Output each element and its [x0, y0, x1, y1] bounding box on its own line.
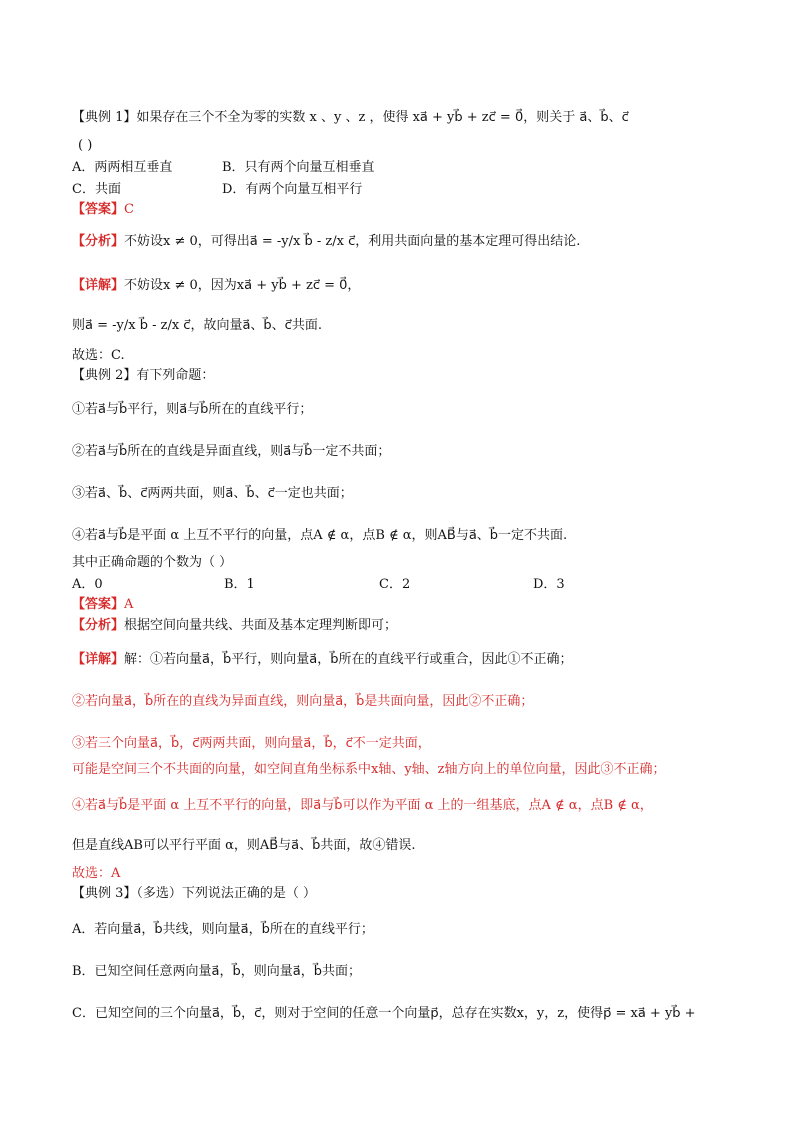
answer-value: A	[124, 597, 134, 612]
example2-analysis	[72, 618, 397, 634]
example2-detail-3: ③若三个向量a⃗，b⃗，c⃗两两共面，则向量a⃗，b⃗，c⃗不一定共面，	[72, 736, 431, 751]
example2-title: 【典例 2】有下列命题：	[72, 368, 215, 383]
example2-choose: 故选：A	[72, 866, 121, 881]
example3-option-b: B．已知空间任意两向量a⃗，b⃗，则向量a⃗，b⃗共面；	[72, 964, 361, 979]
example1-option-c: C．共面	[72, 182, 121, 197]
analysis-label: 【分析】	[72, 618, 125, 633]
example2-option-c: C．2	[379, 577, 411, 592]
example2-detail-3b: 可能是空间三个不共面的向量，如空间直角坐标系中x轴、y轴、z轴方向上的单位向量，因此③不正确；	[72, 762, 666, 777]
example1-detail-2: 则a⃗ = -y/x b⃗ - z/x c⃗，故向量a⃗、b⃗、c⃗共面.	[72, 318, 322, 333]
detail-label: 【详解】	[72, 652, 125, 667]
example3-option-c: C．已知空间的三个向量a⃗，b⃗，c⃗，则对于空间的任意一个向量p⃗，总存在实数x，y，z，使得p⃗ = xa⃗ + yb⃗ +	[72, 1006, 696, 1021]
example2-prop-4: ④若a⃗与b⃗是平面 α 上互不平行的向量，点A ∉ α，点B ∉ α，则AB⃗与a⃗、b⃗一定不共面.	[72, 528, 568, 543]
example1-answer	[72, 202, 134, 218]
example2-prop-2: ②若a⃗与b⃗所在的直线是异面直线，则a⃗与b⃗一定不共面；	[72, 444, 391, 459]
example1-title: 【典例 1】如果存在三个不全为零的实数 x 、y 、z ，使得 xa⃗ + yb⃗ + zc⃗ = 0⃗，则关于 a⃗、b⃗、c⃗	[72, 110, 629, 125]
detail-text: 不妨设x ≠ 0，因为xa⃗ + yb⃗ + zc⃗ = 0⃗，	[124, 278, 361, 293]
example2-option-b: B．1	[224, 577, 255, 592]
example2-detail-1	[72, 652, 572, 668]
answer-label: 【答案】	[72, 597, 125, 612]
example1-paren: ( )	[78, 138, 93, 153]
detail-label: 【详解】	[72, 278, 125, 293]
example1-option-a: A．两两相互垂直	[72, 160, 173, 175]
example2-prop-1: ①若a⃗与b⃗平行，则a⃗与b⃗所在的直线平行；	[72, 402, 313, 417]
example2-prop-3: ③若a⃗、b⃗、c⃗两两共面，则a⃗、b⃗、c⃗一定也共面；	[72, 486, 353, 501]
example2-question: 其中正确命题的个数为（ ）	[72, 555, 233, 570]
example1-detail	[72, 278, 360, 294]
example1-option-d: D．有两个向量互相平行	[222, 182, 363, 197]
example1-option-b: B．只有两个向量互相垂直	[222, 160, 375, 175]
analysis-text: 不妨设x ≠ 0，可得出a⃗ = -y/x b⃗ - z/x c⃗，利用共面向量的基本定理可得出结论.	[124, 234, 581, 249]
detail-text: 解：①若向量a⃗，b⃗平行，则向量a⃗，b⃗所在的直线平行或重合，因此①不正确；	[124, 652, 573, 667]
analysis-label: 【分析】	[72, 234, 125, 249]
example1-analysis	[72, 234, 580, 250]
example1-choose: 故选：C.	[72, 348, 125, 363]
example2-option-d: D．3	[533, 577, 565, 592]
example3-title: 【典例 3】（多选）下列说法正确的是（ ）	[72, 886, 317, 901]
analysis-text: 根据空间向量共线、共面及基本定理判断即可；	[124, 618, 398, 633]
answer-label: 【答案】	[72, 202, 125, 217]
answer-value: C	[124, 202, 134, 217]
example2-detail-2: ②若向量a⃗，b⃗所在的直线为异面直线，则向量a⃗，b⃗是共面向量，因此②不正确；	[72, 694, 534, 709]
example2-detail-4: ④若a⃗与b⃗是平面 α 上互不平行的向量，即a⃗与b⃗可以作为平面 α 上的一组基底，点A ∉ α，点B ∉ α，	[72, 798, 653, 813]
example2-detail-4b: 但是直线AB可以平行平面 α，则AB⃗与a⃗、b⃗共面，故④错误.	[72, 838, 416, 853]
example2-answer	[72, 597, 133, 613]
example2-option-a: A．0	[72, 577, 103, 592]
example3-option-a: A．若向量a⃗，b⃗共线，则向量a⃗，b⃗所在的直线平行；	[72, 922, 374, 937]
